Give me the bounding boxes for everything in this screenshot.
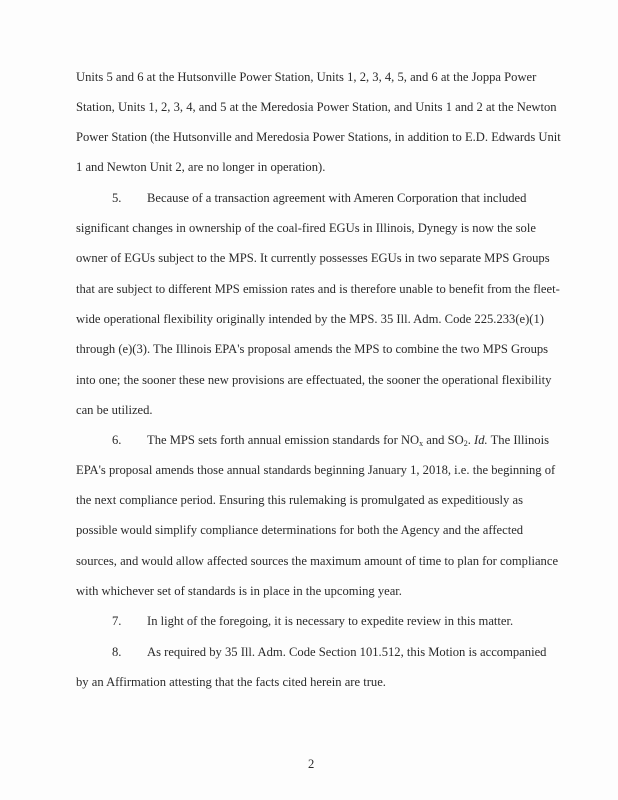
text-line: Power Station (the Hutsonville and Meredosia Power Stations, in addition to E.D. Edwards Unit (76, 130, 561, 144)
text-line: can be utilized. (76, 403, 153, 417)
text-line: that are subject to different MPS emission rates and is therefore unable to benefit from the fleet- (76, 282, 560, 296)
text-line: sources, and would allow affected sources the maximum amount of time to plan for compliance (76, 554, 559, 568)
paragraph-number: 7. (112, 614, 122, 628)
text-line: through (e)(3). The Illinois EPA's proposal amends the MPS to combine the two MPS Groups (76, 342, 549, 356)
text-line: In light of the foregoing, it is necessary to expedite review in this matter. (147, 614, 514, 628)
text-line: owner of EGUs subject to the MPS. It currently possesses EGUs in two separate MPS Groups (76, 251, 550, 265)
subscript: x (419, 439, 424, 448)
paragraph-number: 5. (112, 191, 122, 205)
text-line: 1 and Newton Unit 2, are no longer in operation). (76, 160, 326, 174)
subscript: 2 (463, 439, 468, 448)
paragraph-number: 6. (112, 433, 122, 447)
citation: Id. (474, 433, 488, 447)
text-line: Station, Units 1, 2, 3, 4, and 5 at the Meredosia Power Station, and Units 1 and 2 at the Newton (76, 100, 557, 114)
text-line: the next compliance period. Ensuring this rulemaking is promulgated as expeditiously as (76, 493, 523, 507)
text-segment: The MPS sets forth annual emission standards for NO (147, 433, 420, 447)
text-line: possible would simplify compliance determinations for both the Agency and the affected (76, 523, 524, 537)
text-line: Because of a transaction agreement with Ameren Corporation that included (147, 191, 527, 205)
text-line: As required by 35 Ill. Adm. Code Section 101.512, this Motion is accompanied (147, 645, 547, 659)
text-line: into one; the sooner these new provisions are effectuated, the sooner the operational flexibility (76, 373, 552, 387)
text-line: Units 5 and 6 at the Hutsonville Power Station, Units 1, 2, 3, 4, 5, and 6 at the Joppa Power (76, 70, 537, 84)
text-line: by an Affirmation attesting that the facts cited herein are true. (76, 675, 386, 689)
text-line: EPA's proposal amends those annual standards beginning January 1, 2018, i.e. the beginning of (76, 463, 556, 477)
text-segment: The Illinois (487, 433, 550, 447)
text-line: wide operational flexibility originally intended by the MPS. 35 Ill. Adm. Code 225.233(e)(1) (76, 312, 544, 326)
paragraph-number: 8. (112, 645, 122, 659)
text-segment: and SO (423, 433, 464, 447)
text-line: significant changes in ownership of the coal-fired EGUs in Illinois, Dynegy is now the sole (76, 221, 536, 235)
page-number: 2 (308, 757, 315, 771)
text-line: with whichever set of standards is in place in the upcoming year. (76, 584, 402, 598)
text-line (147, 432, 549, 452)
text-segment: . (467, 433, 475, 447)
